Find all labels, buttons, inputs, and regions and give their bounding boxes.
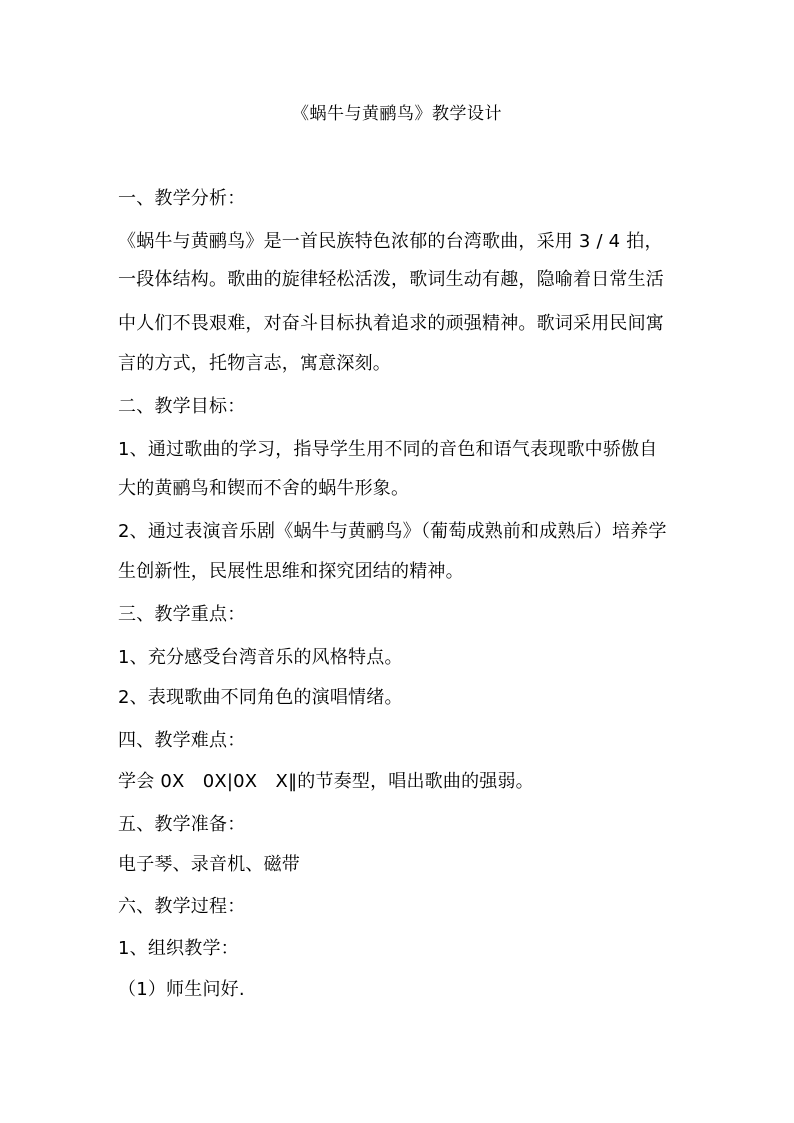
paragraph-line: 1、充分感受台湾音乐的风格特点。 [118, 647, 403, 668]
heading-preparation: 五、教学准备： [118, 814, 246, 835]
paragraph-line: 电子琴、录音机、磁带 [118, 854, 300, 875]
paragraph-line: 学会 0X 0X|0X X‖的节奏型，唱出歌曲的强弱。 [118, 771, 534, 792]
paragraph-line: 2、通过表演音乐剧《蜗牛与黄鹂鸟》（葡萄成熟前和成熟后）培养学 [118, 521, 667, 542]
paragraph-line: 生创新性，民展性思维和探究团结的精神。 [118, 561, 464, 582]
heading-difficulties: 四、教学难点： [118, 730, 246, 751]
paragraph-line: 1、组织教学： [118, 938, 239, 959]
heading-teaching-goals: 二、教学目标： [118, 396, 246, 417]
heading-process: 六、教学过程： [118, 896, 246, 917]
heading-teaching-analysis: 一、教学分析： [118, 188, 246, 209]
paragraph-line: （1）师生问好. [118, 979, 245, 1000]
paragraph-line: 大的黄鹂鸟和锲而不舍的蜗牛形象。 [118, 478, 410, 499]
paragraph-line: 中人们不畏艰难，对奋斗目标执着追求的顽强精神。歌词采用民间寓 [118, 313, 664, 334]
paragraph-line: 《蜗牛与黄鹂鸟》是一首民族特色浓郁的台湾歌曲，采用 3 / 4 拍， [118, 231, 663, 252]
heading-key-points: 三、教学重点： [118, 604, 246, 625]
paragraph-line: 一段体结构。歌曲的旋律轻松活泼，歌词生动有趣，隐喻着日常生活 [118, 269, 664, 290]
document-title: 《蜗牛与黄鹂鸟》教学设计 [292, 104, 502, 124]
paragraph-line: 2、表现歌曲不同角色的演唱情绪。 [118, 687, 403, 708]
paragraph-line: 言的方式，托物言志，寓意深刻。 [118, 353, 391, 374]
paragraph-line: 1、通过歌曲的学习，指导学生用不同的音色和语气表现歌中骄傲自 [118, 439, 658, 460]
